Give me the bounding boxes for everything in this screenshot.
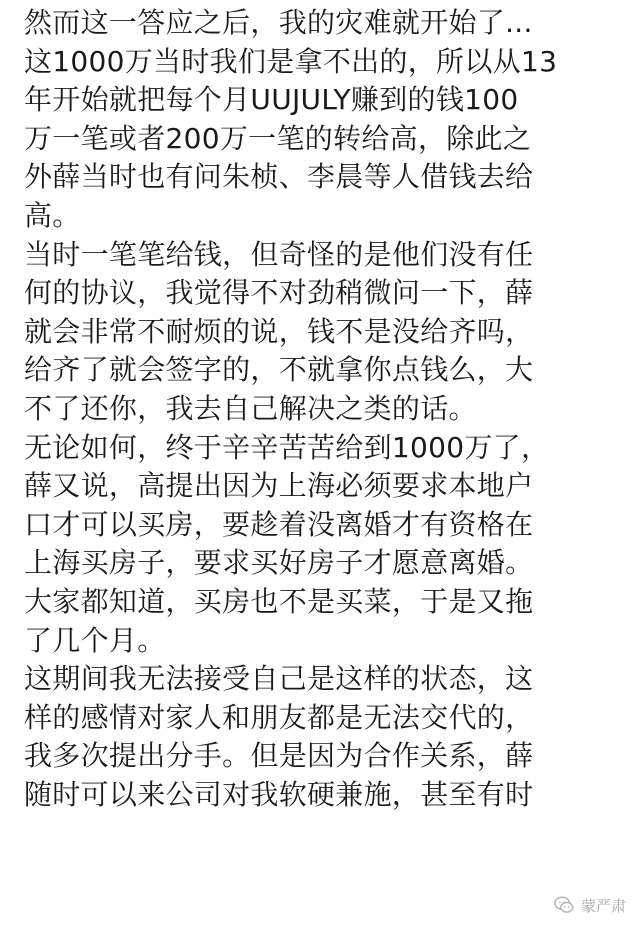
text-line: 就会非常不耐烦的说，钱不是没给齐吗， [24, 314, 534, 348]
text-line: 随时可以来公司对我软硬兼施，甚至有时 [24, 777, 534, 811]
watermark-text: 蒙严肃 [580, 896, 626, 915]
text-line: 我多次提出分手。但是因为合作关系，薛 [24, 739, 534, 773]
text-line: 何的协议，我觉得不对劲稍微问一下，薛 [24, 276, 534, 310]
text-line: 不了还你，我去自己解决之类的话。 [24, 391, 477, 425]
text-line: 薛又说，高提出因为上海必须要求本地户 [24, 469, 534, 503]
text-line: 给齐了就会签字的，不就拿你点钱么，大 [24, 353, 534, 387]
wechat-icon [553, 894, 575, 916]
text-line: 上海买房子，要求买好房子才愿意离婚。 [24, 546, 534, 580]
text-line: 这1000万当时我们是拿不出的，所以从13 [24, 44, 558, 78]
text-line: 万一笔或者200万一笔的转给高，除此之 [24, 121, 532, 155]
text-line: 大家都知道，买房也不是买菜，于是又拖 [24, 584, 534, 618]
text-line: 这期间我无法接受自己是这样的状态，这 [24, 662, 534, 696]
text-line: 外薛当时也有问朱桢、李晨等人借钱去给 [24, 160, 534, 194]
text-line: 样的感情对家人和朋友都是无法交代的， [24, 700, 534, 734]
text-line: 无论如何，终于辛辛苦苦给到1000万了， [24, 430, 550, 464]
text-line: 口才可以买房，要趁着没离婚才有资格在 [24, 507, 534, 541]
text-line: 年开始就把每个月UUJULY赚到的钱100 [24, 83, 519, 117]
post-body [24, 4, 624, 814]
text-line: 当时一笔笔给钱，但奇怪的是他们没有任 [24, 237, 534, 271]
text-line: 了几个月。 [24, 623, 166, 657]
text-line: 高。 [24, 198, 81, 232]
text-line: 然而这一答应之后，我的灾难就开始了... [24, 6, 533, 39]
watermark [553, 894, 626, 916]
